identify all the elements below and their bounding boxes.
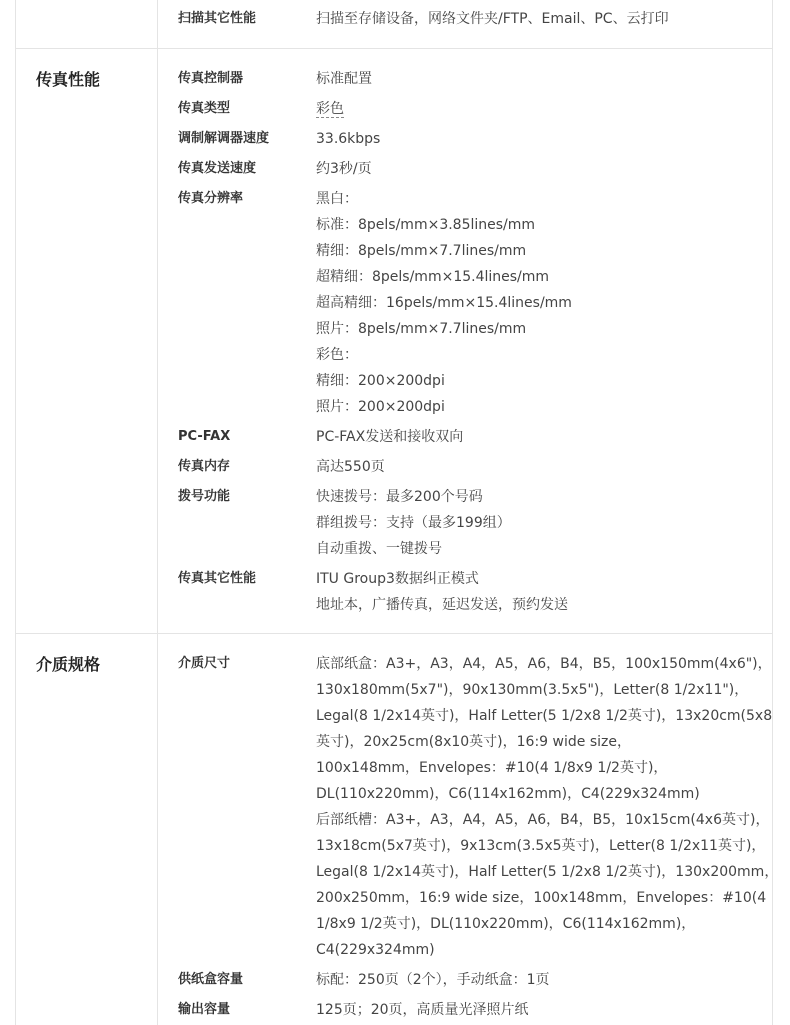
value-line: 标配：250页（2个），手动纸盒：1页	[316, 972, 550, 988]
spec-value	[316, 967, 756, 993]
value-line: 13x18cm(5x7英寸)，9x13cm(3.5x5英寸)，Letter(8 1/2x11英寸)，	[316, 838, 766, 854]
value-line: 130x180mm(5x7")，90x130mm(3.5x5")，Letter(8 1/2x11")，	[316, 682, 749, 698]
category-column	[16, 0, 158, 48]
value-line: 照片：8pels/mm×7.7lines/mm	[316, 321, 527, 337]
spec-label: 传真控制器	[178, 71, 244, 86]
spec-value	[316, 997, 756, 1023]
spec-value	[316, 651, 779, 963]
spec-label: 介质尺寸	[178, 656, 231, 671]
value-line	[316, 96, 756, 122]
spec-label: 扫描其它性能	[178, 11, 257, 26]
spec-value	[316, 6, 756, 32]
value-line: 超精细：8pels/mm×15.4lines/mm	[316, 269, 550, 285]
category-title: 介质规格	[36, 655, 101, 674]
spec-label: 输出容量	[178, 1002, 231, 1017]
value-line: C4(229x324mm)	[316, 942, 435, 958]
scan-section	[16, 0, 772, 48]
spec-label: PC-FAX	[178, 429, 231, 444]
value-line: 1/8x9 1/2英寸)，DL(110x220mm)，C6(114x162mm)，	[316, 916, 696, 932]
value-line: 精细：8pels/mm×7.7lines/mm	[316, 243, 527, 259]
spec-table	[15, 0, 779, 1025]
spec-label: 传真内存	[178, 459, 231, 474]
value-line: 标准：8pels/mm×3.85lines/mm	[316, 217, 536, 233]
value-line: 英寸)，20x25cm(8x10英寸)，16:9 wide size，	[316, 734, 631, 750]
value-line: 自动重拨、一键拨号	[316, 541, 442, 557]
spec-label: 传真类型	[178, 101, 231, 116]
value-line: 33.6kbps	[316, 131, 381, 147]
spec-value	[316, 96, 756, 122]
category-title: 传真性能	[36, 70, 101, 89]
value-line: PC-FAX发送和接收双向	[316, 429, 464, 445]
spec-label: 传真发送速度	[178, 161, 257, 176]
spec-value	[316, 66, 756, 92]
value-line: 标准配置	[316, 71, 372, 87]
spec-value	[316, 566, 756, 618]
value-line: 照片：200×200dpi	[316, 399, 445, 415]
category-column	[16, 49, 158, 633]
value-line: 群组拨号：支持（最多199组）	[316, 515, 511, 531]
value-line: 地址本，广播传真，延迟发送，预约发送	[316, 597, 568, 613]
value-line: 100x148mm，Envelopes：#10(4 1/8x9 1/2英寸)，	[316, 760, 668, 776]
value-line: DL(110x220mm)，C6(114x162mm)，C4(229x324mm)	[316, 786, 700, 802]
value-line: 快速拨号：最多200个号码	[316, 489, 483, 505]
category-column	[16, 634, 158, 1025]
spec-value	[316, 484, 756, 562]
spec-value	[316, 126, 756, 152]
value-line: 约3秒/页	[316, 161, 372, 177]
fax-type-value: 彩色	[316, 101, 344, 117]
value-line: 彩色：	[316, 347, 358, 363]
spec-label: 供纸盒容量	[178, 972, 244, 987]
value-line: 精细：200×200dpi	[316, 373, 445, 389]
spec-value	[316, 454, 756, 480]
spec-label: 拨号功能	[178, 489, 231, 504]
spec-value	[316, 156, 756, 182]
value-line: 200x250mm，16:9 wide size，100x148mm，Envelopes：#10(4	[316, 890, 767, 906]
value-line: Legal(8 1/2x14英寸)，Half Letter(5 1/2x8 1/2英寸)，13x20cm(5x8	[316, 708, 773, 724]
value-line: 高达550页	[316, 459, 385, 475]
spec-label: 传真其它性能	[178, 571, 257, 586]
value-line: 底部纸盒：A3+，A3，A4，A5，A6，B4，B5，100x150mm(4x6")，	[316, 656, 772, 672]
value-line: 扫描至存储设备，网络文件夹/FTP、Email、PC、云打印	[316, 11, 669, 27]
value-line: ITU Group3数据纠正模式	[316, 571, 479, 587]
spec-value	[316, 186, 756, 420]
value-line: 125页；20页，高质量光泽照片纸	[316, 1002, 529, 1018]
value-line: Legal(8 1/2x14英寸)，Half Letter(5 1/2x8 1/2英寸)，130x200mm，	[316, 864, 779, 880]
spec-value	[316, 424, 756, 450]
fax-section	[16, 48, 772, 633]
spec-label: 调制解调器速度	[178, 131, 270, 146]
value-line: 后部纸槽：A3+，A3，A4，A5，A6，B4，B5，10x15cm(4x6英寸)，	[316, 812, 770, 828]
spec-label: 传真分辨率	[178, 191, 244, 206]
value-line: 黑白：	[316, 191, 358, 207]
value-line: 超高精细：16pels/mm×15.4lines/mm	[316, 295, 572, 311]
media-section	[16, 633, 779, 1025]
